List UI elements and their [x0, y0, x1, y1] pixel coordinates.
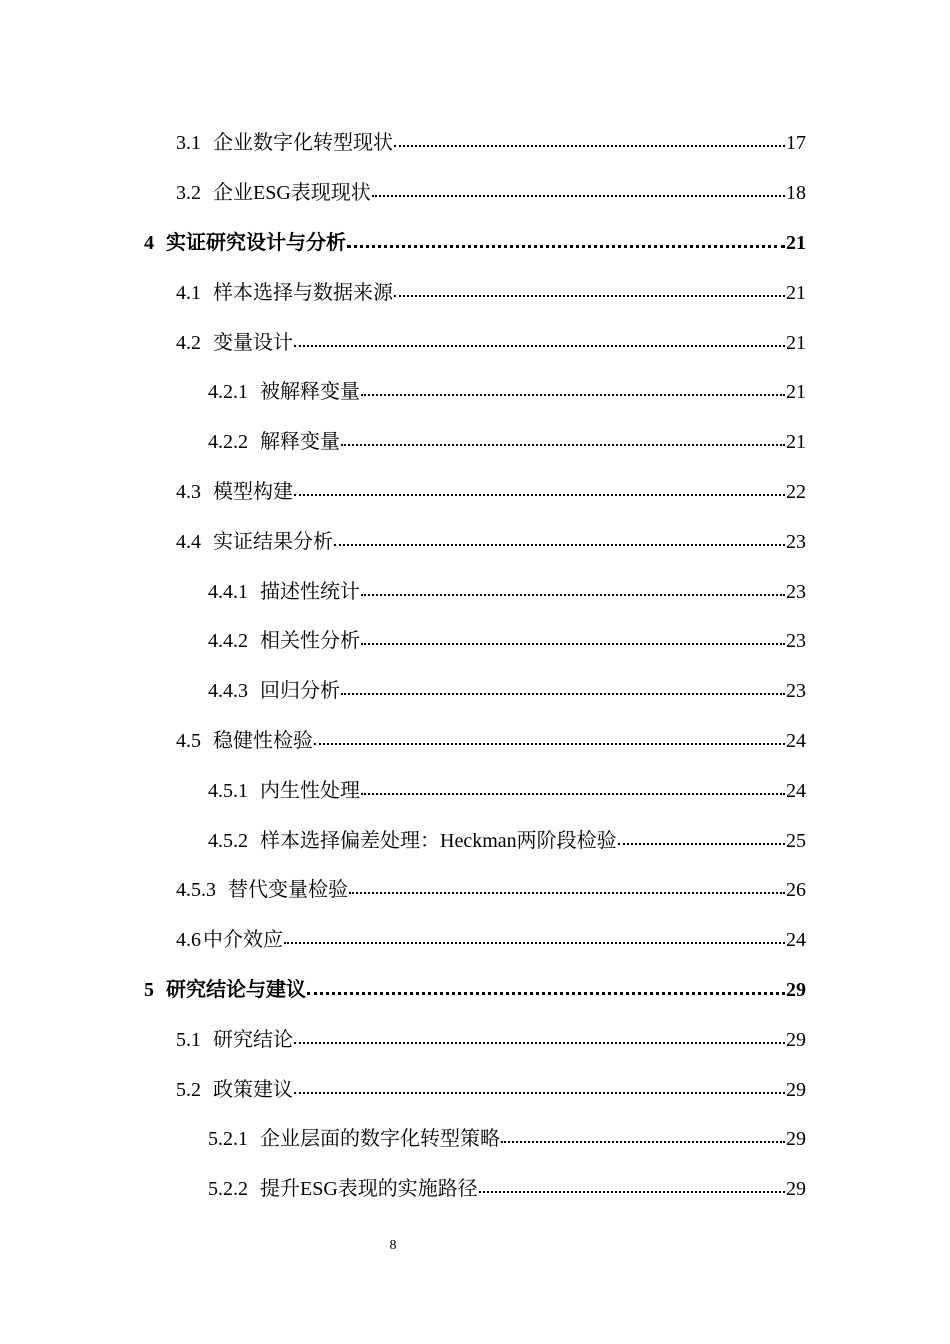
toc-title: 企业数字化转型现状	[213, 132, 393, 155]
toc-page-number: 17	[786, 132, 806, 155]
toc-title: 稳健性检验	[213, 729, 313, 752]
dot-leader	[341, 677, 785, 697]
toc-page-number: 26	[786, 879, 806, 902]
page-number-footer: 8	[389, 1238, 397, 1253]
toc-title: 政策建议	[213, 1078, 293, 1101]
toc-title: 样本选择与数据来源	[213, 281, 393, 304]
toc-subsection-entry[interactable]	[0, 763, 950, 813]
toc-page-number: 21	[786, 431, 806, 454]
toc-title: 替代变量检验	[228, 879, 348, 902]
toc-entry[interactable]	[0, 265, 950, 315]
dot-leader	[394, 129, 785, 149]
toc-title: 相关性分析	[260, 630, 360, 653]
toc-entry[interactable]	[0, 514, 950, 564]
toc-number: 4.4.2	[208, 630, 248, 653]
toc-number: 4	[144, 231, 154, 254]
toc-title: 模型构建	[213, 480, 293, 503]
toc-chapter-entry[interactable]	[0, 216, 950, 266]
toc-title: 研究结论	[213, 1028, 293, 1051]
toc-number: 5.2.2	[208, 1178, 248, 1201]
toc-number: 4.6	[176, 929, 201, 952]
dot-leader	[284, 926, 785, 946]
toc-number: 5.1	[176, 1028, 201, 1051]
dot-leader	[347, 229, 785, 249]
toc-title: 中介效应	[203, 929, 283, 952]
toc-number: 4.5.3	[176, 879, 216, 902]
dot-leader	[314, 727, 785, 747]
toc-title: 企业ESG表现现状	[213, 182, 371, 205]
toc-number: 4.4.1	[208, 580, 248, 603]
toc-page-number: 29	[786, 978, 806, 1001]
toc-number: 4.2.2	[208, 431, 248, 454]
dot-leader	[294, 1026, 785, 1046]
toc-page-number: 29	[786, 1078, 806, 1101]
dot-leader	[349, 876, 785, 896]
toc-subsection-entry[interactable]	[0, 813, 950, 863]
toc-subsection-entry[interactable]	[0, 415, 950, 465]
toc-page-number: 24	[786, 929, 806, 952]
dot-leader	[394, 279, 785, 299]
toc-entry[interactable]	[0, 1062, 950, 1112]
toc-title: 企业层面的数字化转型策略	[260, 1128, 500, 1151]
dot-leader	[294, 478, 785, 498]
toc-number: 5	[144, 978, 154, 1001]
toc-page-number: 29	[786, 1028, 806, 1051]
toc-subsection-entry[interactable]	[0, 1162, 950, 1212]
toc-title: 实证研究设计与分析	[166, 231, 346, 254]
toc-page-number: 23	[786, 580, 806, 603]
toc-number: 3.1	[176, 132, 201, 155]
dot-leader	[307, 976, 785, 996]
toc-page-number: 24	[786, 729, 806, 752]
toc-page-number: 21	[786, 381, 806, 404]
toc-page-number: 23	[786, 530, 806, 553]
toc-page-number: 21	[786, 331, 806, 354]
dot-leader	[361, 578, 785, 598]
toc-number: 4.1	[176, 281, 201, 304]
toc-entry[interactable]	[0, 913, 950, 963]
toc-number: 4.3	[176, 480, 201, 503]
toc-title: 研究结论与建议	[166, 978, 306, 1001]
toc-subsection-entry[interactable]	[0, 1112, 950, 1162]
toc-number: 4.5	[176, 729, 201, 752]
toc-number: 3.2	[176, 182, 201, 205]
toc-title: 被解释变量	[260, 381, 360, 404]
toc-subsection-entry[interactable]	[0, 564, 950, 614]
dot-leader	[361, 378, 785, 398]
toc-number: 4.5.2	[208, 829, 248, 852]
dot-leader	[618, 827, 785, 847]
dot-leader	[372, 179, 785, 199]
table-of-contents	[0, 116, 950, 1212]
toc-page-number: 29	[786, 1128, 806, 1151]
toc-chapter-entry[interactable]	[0, 963, 950, 1013]
toc-title: 回归分析	[260, 680, 340, 703]
dot-leader	[479, 1175, 785, 1195]
dot-leader	[361, 627, 785, 647]
toc-subsection-entry[interactable]	[0, 365, 950, 415]
toc-number: 4.2	[176, 331, 201, 354]
toc-page-number: 24	[786, 779, 806, 802]
toc-title: 实证结果分析	[213, 530, 333, 553]
dot-leader	[334, 528, 785, 548]
dot-leader	[361, 777, 785, 797]
toc-page-number: 23	[786, 630, 806, 653]
toc-entry[interactable]	[0, 1012, 950, 1062]
toc-entry[interactable]	[0, 315, 950, 365]
dot-leader	[501, 1125, 785, 1145]
dot-leader	[341, 428, 785, 448]
toc-title: 解释变量	[260, 431, 340, 454]
toc-number: 4.5.1	[208, 779, 248, 802]
toc-number: 4.2.1	[208, 381, 248, 404]
toc-entry[interactable]	[0, 714, 950, 764]
dot-leader	[294, 329, 785, 349]
toc-number: 4.4.3	[208, 680, 248, 703]
toc-number: 5.2.1	[208, 1128, 248, 1151]
toc-page-number: 25	[786, 829, 806, 852]
toc-subsection-entry[interactable]	[0, 664, 950, 714]
toc-title: 描述性统计	[260, 580, 360, 603]
toc-entry[interactable]	[0, 863, 950, 913]
toc-entry[interactable]	[0, 116, 950, 166]
toc-title: 提升ESG表现的实施路径	[260, 1178, 478, 1201]
toc-number: 5.2	[176, 1078, 201, 1101]
toc-subsection-entry[interactable]	[0, 614, 950, 664]
toc-page-number: 29	[786, 1178, 806, 1201]
toc-page-number: 22	[786, 480, 806, 503]
toc-page-number: 23	[786, 680, 806, 703]
toc-page-number: 21	[786, 281, 806, 304]
toc-title: 样本选择偏差处理：Heckman两阶段检验	[260, 829, 617, 852]
toc-page-number: 18	[786, 182, 806, 205]
toc-entry[interactable]	[0, 166, 950, 216]
toc-title: 内生性处理	[260, 779, 360, 802]
toc-number: 4.4	[176, 530, 201, 553]
toc-entry[interactable]	[0, 465, 950, 515]
dot-leader	[294, 1076, 785, 1096]
toc-page-number: 21	[786, 231, 806, 254]
toc-title: 变量设计	[213, 331, 293, 354]
